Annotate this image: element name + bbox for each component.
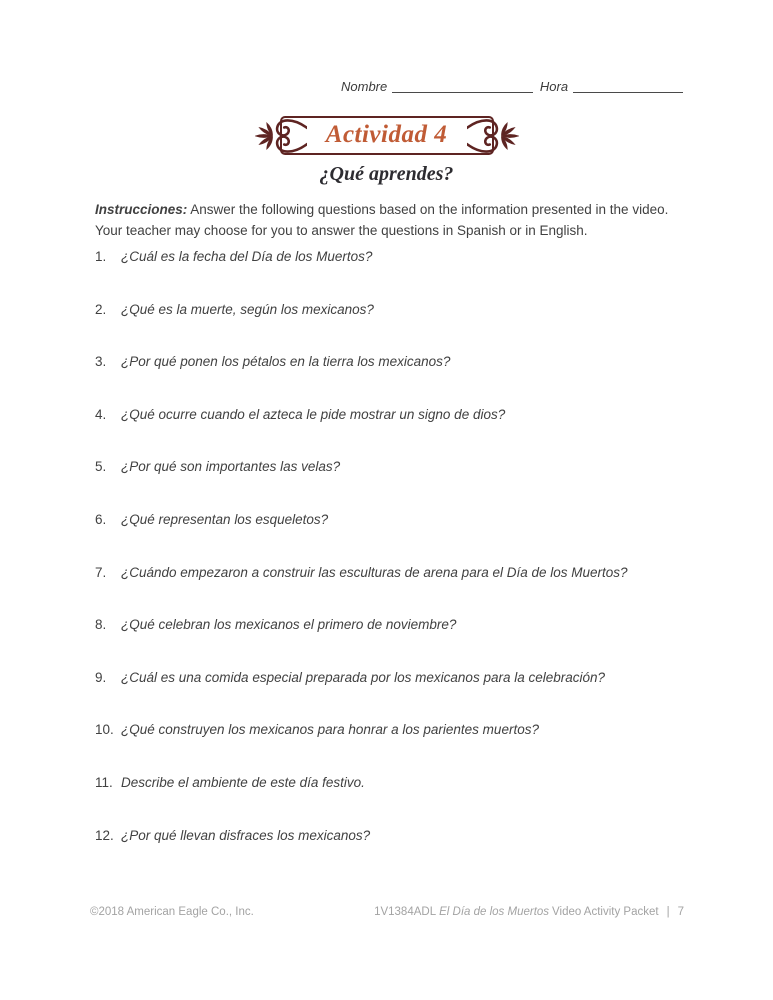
question-item <box>95 616 700 633</box>
packet-title-italic: El Día de los Muertos <box>439 906 550 918</box>
question-list <box>95 248 700 879</box>
question-text: ¿Qué es la muerte, según los mexicanos? <box>121 301 374 317</box>
question-text: ¿Por qué ponen los pétalos en la tierra los mexicanos? <box>121 354 451 370</box>
question-number: 2. <box>95 301 107 317</box>
question-number: 10. <box>95 722 114 738</box>
question-number: 5. <box>95 459 107 475</box>
activity-title: Actividad 4 <box>325 120 448 148</box>
hora-blank-line <box>573 81 683 93</box>
nombre-blank-line <box>392 81 533 93</box>
product-code: 1V1384ADL <box>374 906 437 918</box>
instructions-text: Answer the following questions based on the information presented in the video. Your teacher may choose for you to answer the questions in Spanish or in English. <box>95 202 669 238</box>
instructions-paragraph <box>95 199 683 241</box>
question-text: ¿Qué construyen los mexicanos para honrar a los parientes muertos? <box>121 722 539 738</box>
question-number: 8. <box>95 617 107 633</box>
question-number: 11. <box>95 774 113 790</box>
copyright-text: ©2018 American Eagle Co., Inc. <box>90 906 254 918</box>
question-text: ¿Qué representan los esqueletos? <box>121 511 329 527</box>
hora-label: Hora <box>539 79 569 94</box>
page-footer <box>90 906 684 918</box>
question-text: ¿Por qué llevan disfraces los mexicanos? <box>121 827 371 843</box>
flourish-ornament-right-icon <box>467 104 519 168</box>
question-number: 1. <box>95 249 107 264</box>
question-item <box>95 406 700 423</box>
worksheet-subtitle: ¿Qué aprendes? <box>319 163 454 185</box>
question-text: ¿Cuándo empezaron a construir las esculturas de arena para el Día de los Muertos? <box>121 564 628 580</box>
question-item <box>95 458 700 475</box>
question-item <box>95 248 700 265</box>
question-number: 7. <box>95 564 107 580</box>
instructions-label: Instrucciones: <box>95 202 188 217</box>
flourish-ornament-left-icon <box>255 104 307 168</box>
question-text: ¿Cuál es una comida especial preparada por los mexicanos para la celebración? <box>121 669 606 685</box>
question-text: ¿Por qué son importantes las velas? <box>121 459 341 475</box>
packet-title-rest: Video Activity Packet <box>552 906 659 918</box>
name-hora-row <box>341 80 683 94</box>
activity-banner <box>280 116 494 155</box>
question-text: Describe el ambiente de este día festivo. <box>121 774 365 790</box>
question-text: ¿Qué ocurre cuando el azteca le pide mostrar un signo de dios? <box>121 406 506 422</box>
question-number: 12. <box>95 827 114 843</box>
question-item <box>95 564 700 581</box>
question-text: ¿Qué celebran los mexicanos el primero de noviembre? <box>121 617 457 633</box>
question-item <box>95 511 700 528</box>
question-number: 9. <box>95 669 107 685</box>
question-item <box>95 301 700 318</box>
question-item <box>95 669 700 686</box>
nombre-label: Nombre <box>341 79 388 94</box>
question-item <box>95 774 700 791</box>
question-item <box>95 827 700 844</box>
question-number: 6. <box>95 511 107 527</box>
question-number: 3. <box>95 354 107 370</box>
question-text: ¿Cuál es la fecha del Día de los Muertos? <box>121 249 373 264</box>
footer-title-block <box>371 906 684 918</box>
question-item <box>95 353 700 370</box>
activity-banner-box <box>280 116 494 155</box>
question-number: 4. <box>95 406 107 422</box>
question-item <box>95 721 700 738</box>
footer-separator: | <box>666 906 670 918</box>
page-number: 7 <box>677 906 684 918</box>
